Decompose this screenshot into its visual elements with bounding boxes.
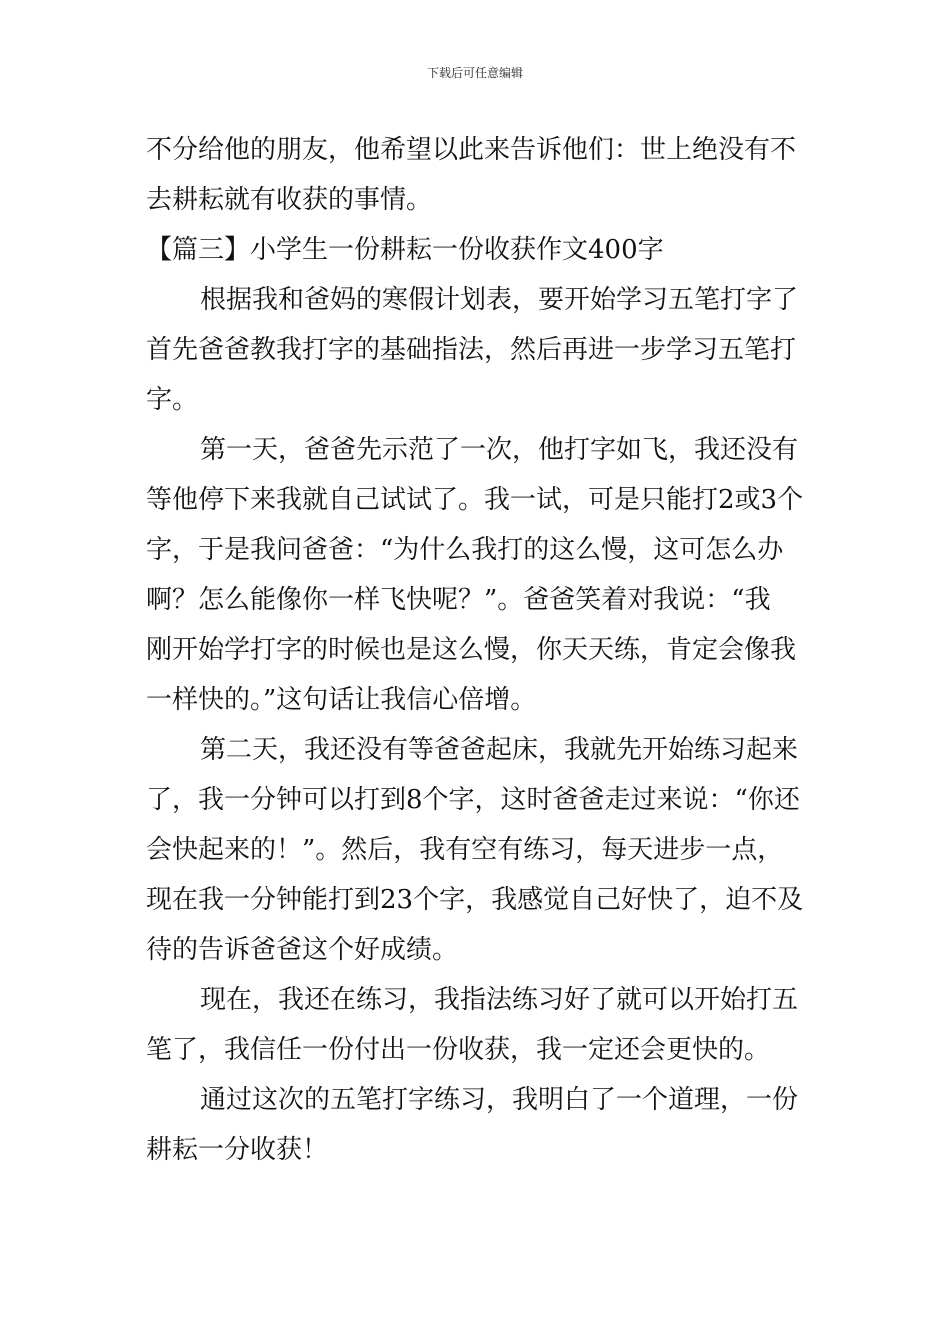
text-line: 现在我一分钟能打到23个字，我感觉自己好快了，迫不及 — [146, 885, 804, 915]
text-line: 去耕耘就有收获的事情。 — [146, 185, 433, 215]
text-line: 待的告诉爸爸这个好成绩。 — [146, 935, 459, 965]
text-line: 耕耘一分收获！ — [146, 1135, 329, 1165]
text-line: 字。 — [146, 385, 199, 415]
text-line: 会快起来的！”。然后，我有空有练习，每天进步一点， — [146, 835, 784, 865]
document-body — [146, 125, 808, 1175]
paragraph-first-line: 第二天，我还没有等爸爸起床，我就先开始练习起来 — [200, 735, 799, 765]
section-heading: 【篇三】小学生一份耕耘一份收获作文400字 — [146, 235, 664, 265]
text-line: 首先爸爸教我打字的基础指法，然后再进一步学习五笔打 — [146, 335, 797, 365]
text-line: 啊？怎么能像你一样飞快呢？”。爸爸笑着对我说：“我 — [146, 585, 771, 615]
text-line: 一样快的。”这句话让我信心倍增。 — [146, 685, 537, 715]
paragraph-first-line: 通过这次的五笔打字练习，我明白了一个道理，一份 — [200, 1085, 799, 1115]
text-line: 字，于是我问爸爸：“为什么我打的这么慢，这可怎么办 — [146, 535, 784, 565]
text-line: 不分给他的朋友，他希望以此来告诉他们：世上绝没有不 — [146, 135, 797, 165]
page-header: 下载后可任意编辑 — [426, 66, 523, 80]
text-line: 刚开始学打字的时候也是这么慢，你天天练，肯定会像我 — [146, 635, 797, 665]
text-line: 等他停下来我就自己试试了。我一试，可是只能打2或3个 — [146, 485, 804, 515]
text-line: 了，我一分钟可以打到8个字，这时爸爸走过来说：“你还 — [146, 785, 800, 815]
paragraph-first-line: 根据我和爸妈的寒假计划表，要开始学习五笔打字了 — [200, 285, 799, 315]
text-line: 笔了，我信任一份付出一份收获，我一定还会更快的。 — [146, 1035, 771, 1065]
paragraph-first-line: 第一天，爸爸先示范了一次，他打字如飞，我还没有 — [200, 435, 799, 465]
paragraph-first-line: 现在，我还在练习，我指法练习好了就可以开始打五 — [200, 985, 799, 1015]
